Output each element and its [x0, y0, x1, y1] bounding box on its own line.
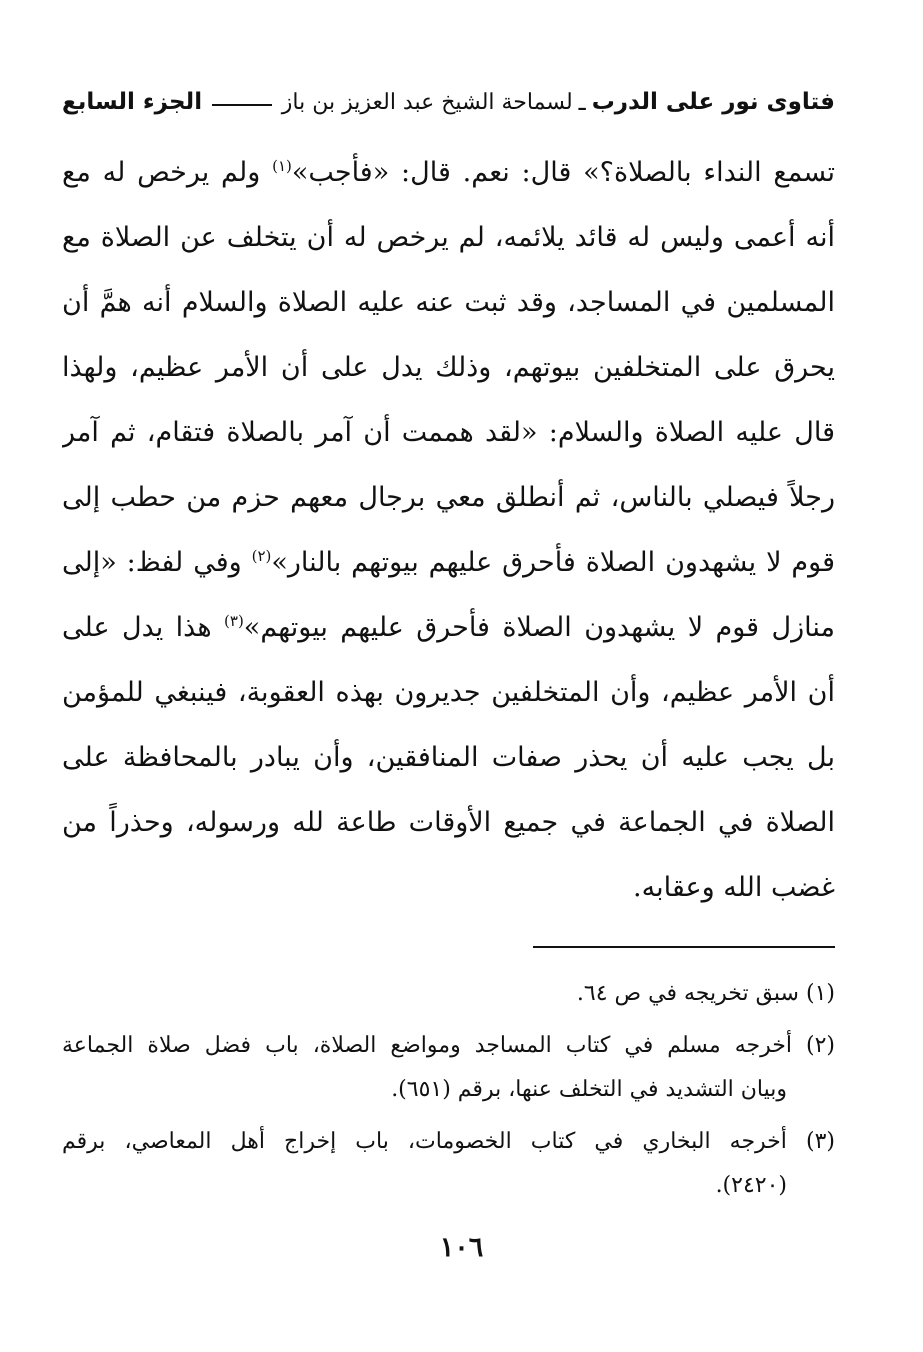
footnote-marker: (١)	[272, 157, 292, 175]
footnotes	[62, 972, 835, 1208]
body-line: غضب الله وعقابه.	[633, 872, 835, 903]
footnote-3-continuation: (٢٤٢٠).	[715, 1173, 787, 1198]
body-line: رجلاً فيصلي بالناس، ثم أنطلق معي برجال معهم حزم من حطب إلى	[62, 482, 835, 513]
body-text-segment: هذا يدل على	[62, 612, 225, 643]
header-author: لسماحة الشيخ عبد العزيز بن باز	[281, 89, 573, 115]
footnote-marker: (٣)	[224, 612, 244, 630]
body-line	[62, 595, 835, 660]
body-line: بل يجب عليه أن يحذر صفات المنافقين، وأن يبادر بالمحافظة على	[62, 742, 835, 773]
body-line: قال عليه الصلاة والسلام: «لقد هممت أن آمر بالصلاة فتقام، ثم آمر	[62, 417, 835, 448]
footnote-2: (٢) أخرجه مسلم في كتاب المساجد ومواضع الصلاة، باب فضل صلاة الجماعة	[62, 1033, 835, 1058]
header-rule	[212, 104, 272, 106]
body-text-segment: قوم لا يشهدون الصلاة فأحرق عليهم بيوتهم بالنار»	[271, 547, 835, 578]
body-text-segment: تسمع النداء بالصلاة؟» قال: نعم. قال: «فأجب»	[291, 157, 835, 188]
body-text	[62, 140, 835, 920]
body-line: أن الأمر عظيم، وأن المتخلفين جديرون بهذه العقوبة، فينبغي للمؤمن	[62, 677, 835, 708]
footnote-3: (٣) أخرجه البخاري في كتاب الخصومات، باب إخراج أهل المعاصي، برقم	[62, 1129, 835, 1154]
footnote-separator	[533, 946, 835, 948]
footnote-2-continuation: وبيان التشديد في التخلف عنها، برقم (٦٥١).	[391, 1077, 787, 1102]
body-line: الصلاة في الجماعة في جميع الأوقات طاعة لله ورسوله، وحذراً من	[62, 807, 835, 838]
page-number: ١٠٦	[439, 1232, 484, 1263]
body-text-segment: وفي لفظ: «إلى	[62, 547, 252, 578]
body-line: يحرق على المتخلفين بيوتهم، وذلك يدل على أن الأمر عظيم، ولهذا	[62, 352, 835, 383]
body-line: أنه أعمى وليس له قائد يلائمه، لم يرخص له أن يتخلف عن الصلاة مع	[62, 222, 835, 253]
footnote-1: (١) سبق تخريجه في ص ٦٤.	[576, 981, 835, 1006]
footnote-marker: (٢)	[251, 547, 272, 565]
header-book-title: فتاوى نور على الدرب	[591, 89, 835, 115]
body-line: المسلمين في المساجد، وقد ثبت عنه عليه الصلاة والسلام أنه همَّ أن	[62, 287, 835, 318]
body-text-segment: منازل قوم لا يشهدون الصلاة فأحرق عليهم بيوتهم»	[243, 612, 835, 643]
header-separator: ـ	[578, 88, 586, 116]
body-line	[62, 530, 835, 595]
header-volume: الجزء السابع	[62, 89, 203, 115]
body-text-segment: ولم يرخص له مع	[62, 157, 273, 188]
running-header	[62, 80, 835, 124]
body-line	[62, 140, 835, 205]
